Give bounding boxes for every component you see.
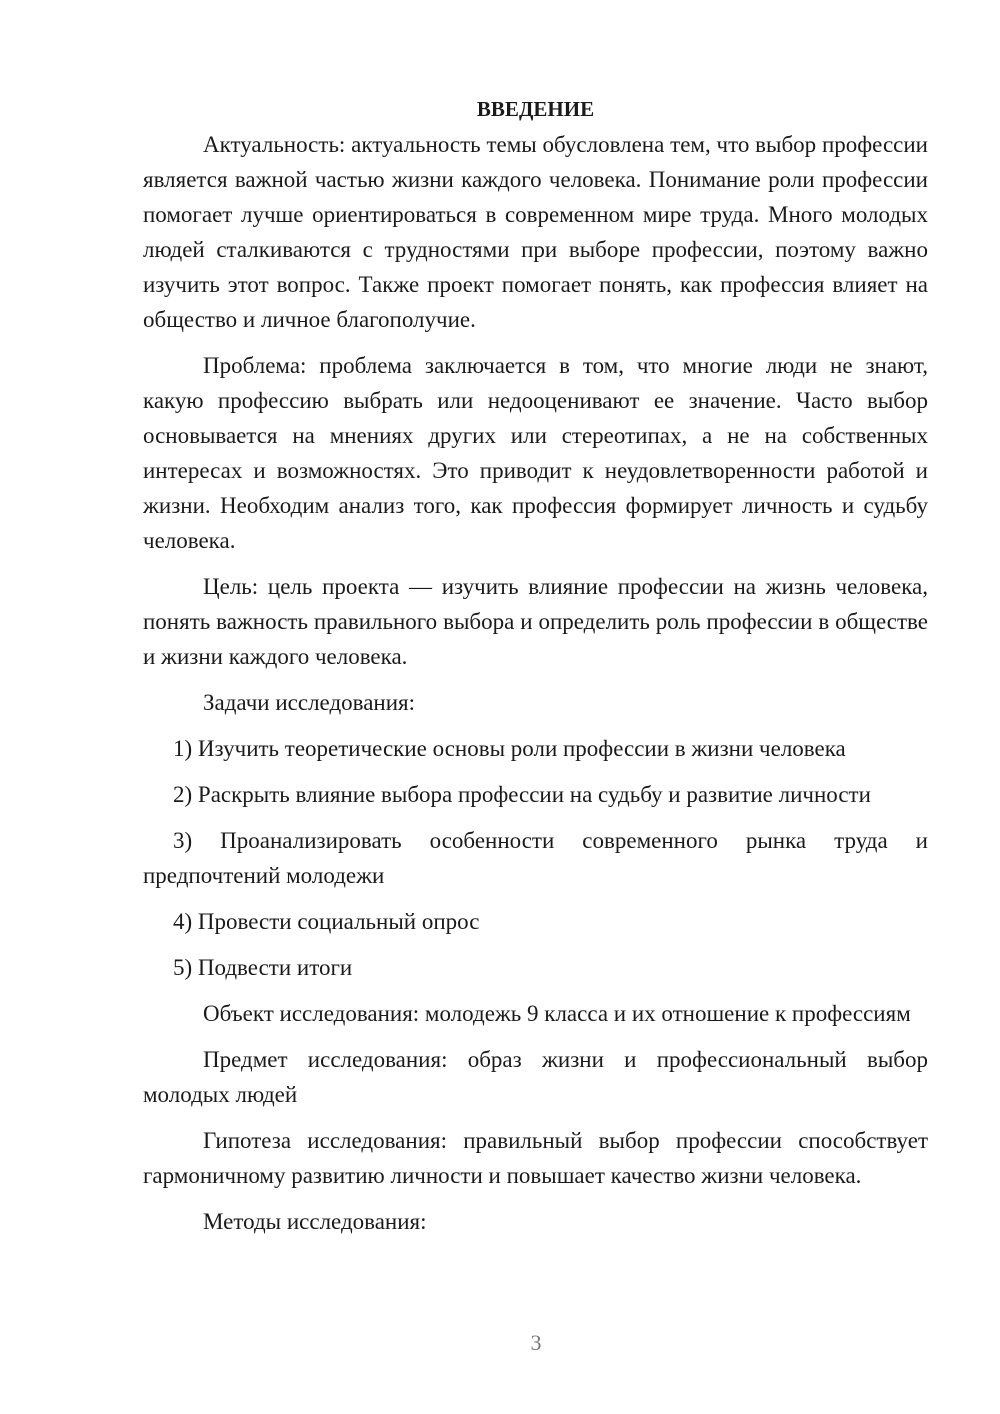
paragraph-problem: Проблема: проблема заключается в том, что многие люди не знают, какую профессию выбрать или недооценивают ее значение. Часто выбор основывается на мнениях других или стереотипах, а не на собственных интересах и возможностях. Это приводит к неудовлетворенности работой и жизни. Необходим анализ того, как профессия формирует личность и судьбу человека. xyxy=(143,353,928,553)
page-number: 3 xyxy=(530,1330,542,1355)
section-title: ВВЕДЕНИЕ xyxy=(476,97,595,121)
task-item-5: 5) Подвести итоги xyxy=(173,955,353,980)
task-item-1: 1) Изучить теоретические основы роли профессии в жизни человека xyxy=(173,736,846,761)
paragraph-goal: Цель: цель проекта — изучить влияние профессии на жизнь человека, понять важность правильного выбора и определить роль профессии в обществе и жизни каждого человека. xyxy=(143,574,928,669)
task-item-2: 2) Раскрыть влияние выбора профессии на судьбу и развитие личности xyxy=(173,782,871,807)
paragraph-relevance: Актуальность: актуальность темы обусловлена тем, что выбор профессии является важной частью жизни каждого человека. Понимание роли профессии помогает лучше ориентироваться в современном мире труда. Много молодых людей сталкиваются с трудностями при выборе профессии, поэтому важно изучить этот вопрос. Также проект помогает понять, как профессия влияет на общество и личное благополучие. xyxy=(143,132,928,332)
paragraph-subject: Предмет исследования: образ жизни и профессиональный выбор молодых людей xyxy=(143,1047,928,1107)
paragraph-object: Объект исследования: молодежь 9 класса и их отношение к профессиям xyxy=(203,1001,911,1026)
paragraph-hypothesis: Гипотеза исследования: правильный выбор профессии способствует гармоничному развитию личности и повышает качество жизни человека. xyxy=(143,1128,928,1188)
tasks-heading: Задачи исследования: xyxy=(203,690,416,715)
methods-heading: Методы исследования: xyxy=(203,1209,427,1234)
task-item-4: 4) Провести социальный опрос xyxy=(173,909,480,934)
document-page xyxy=(143,92,928,1239)
task-item-3: 3) Проанализировать особенности современного рынка труда и предпочтений молодежи xyxy=(143,828,928,888)
